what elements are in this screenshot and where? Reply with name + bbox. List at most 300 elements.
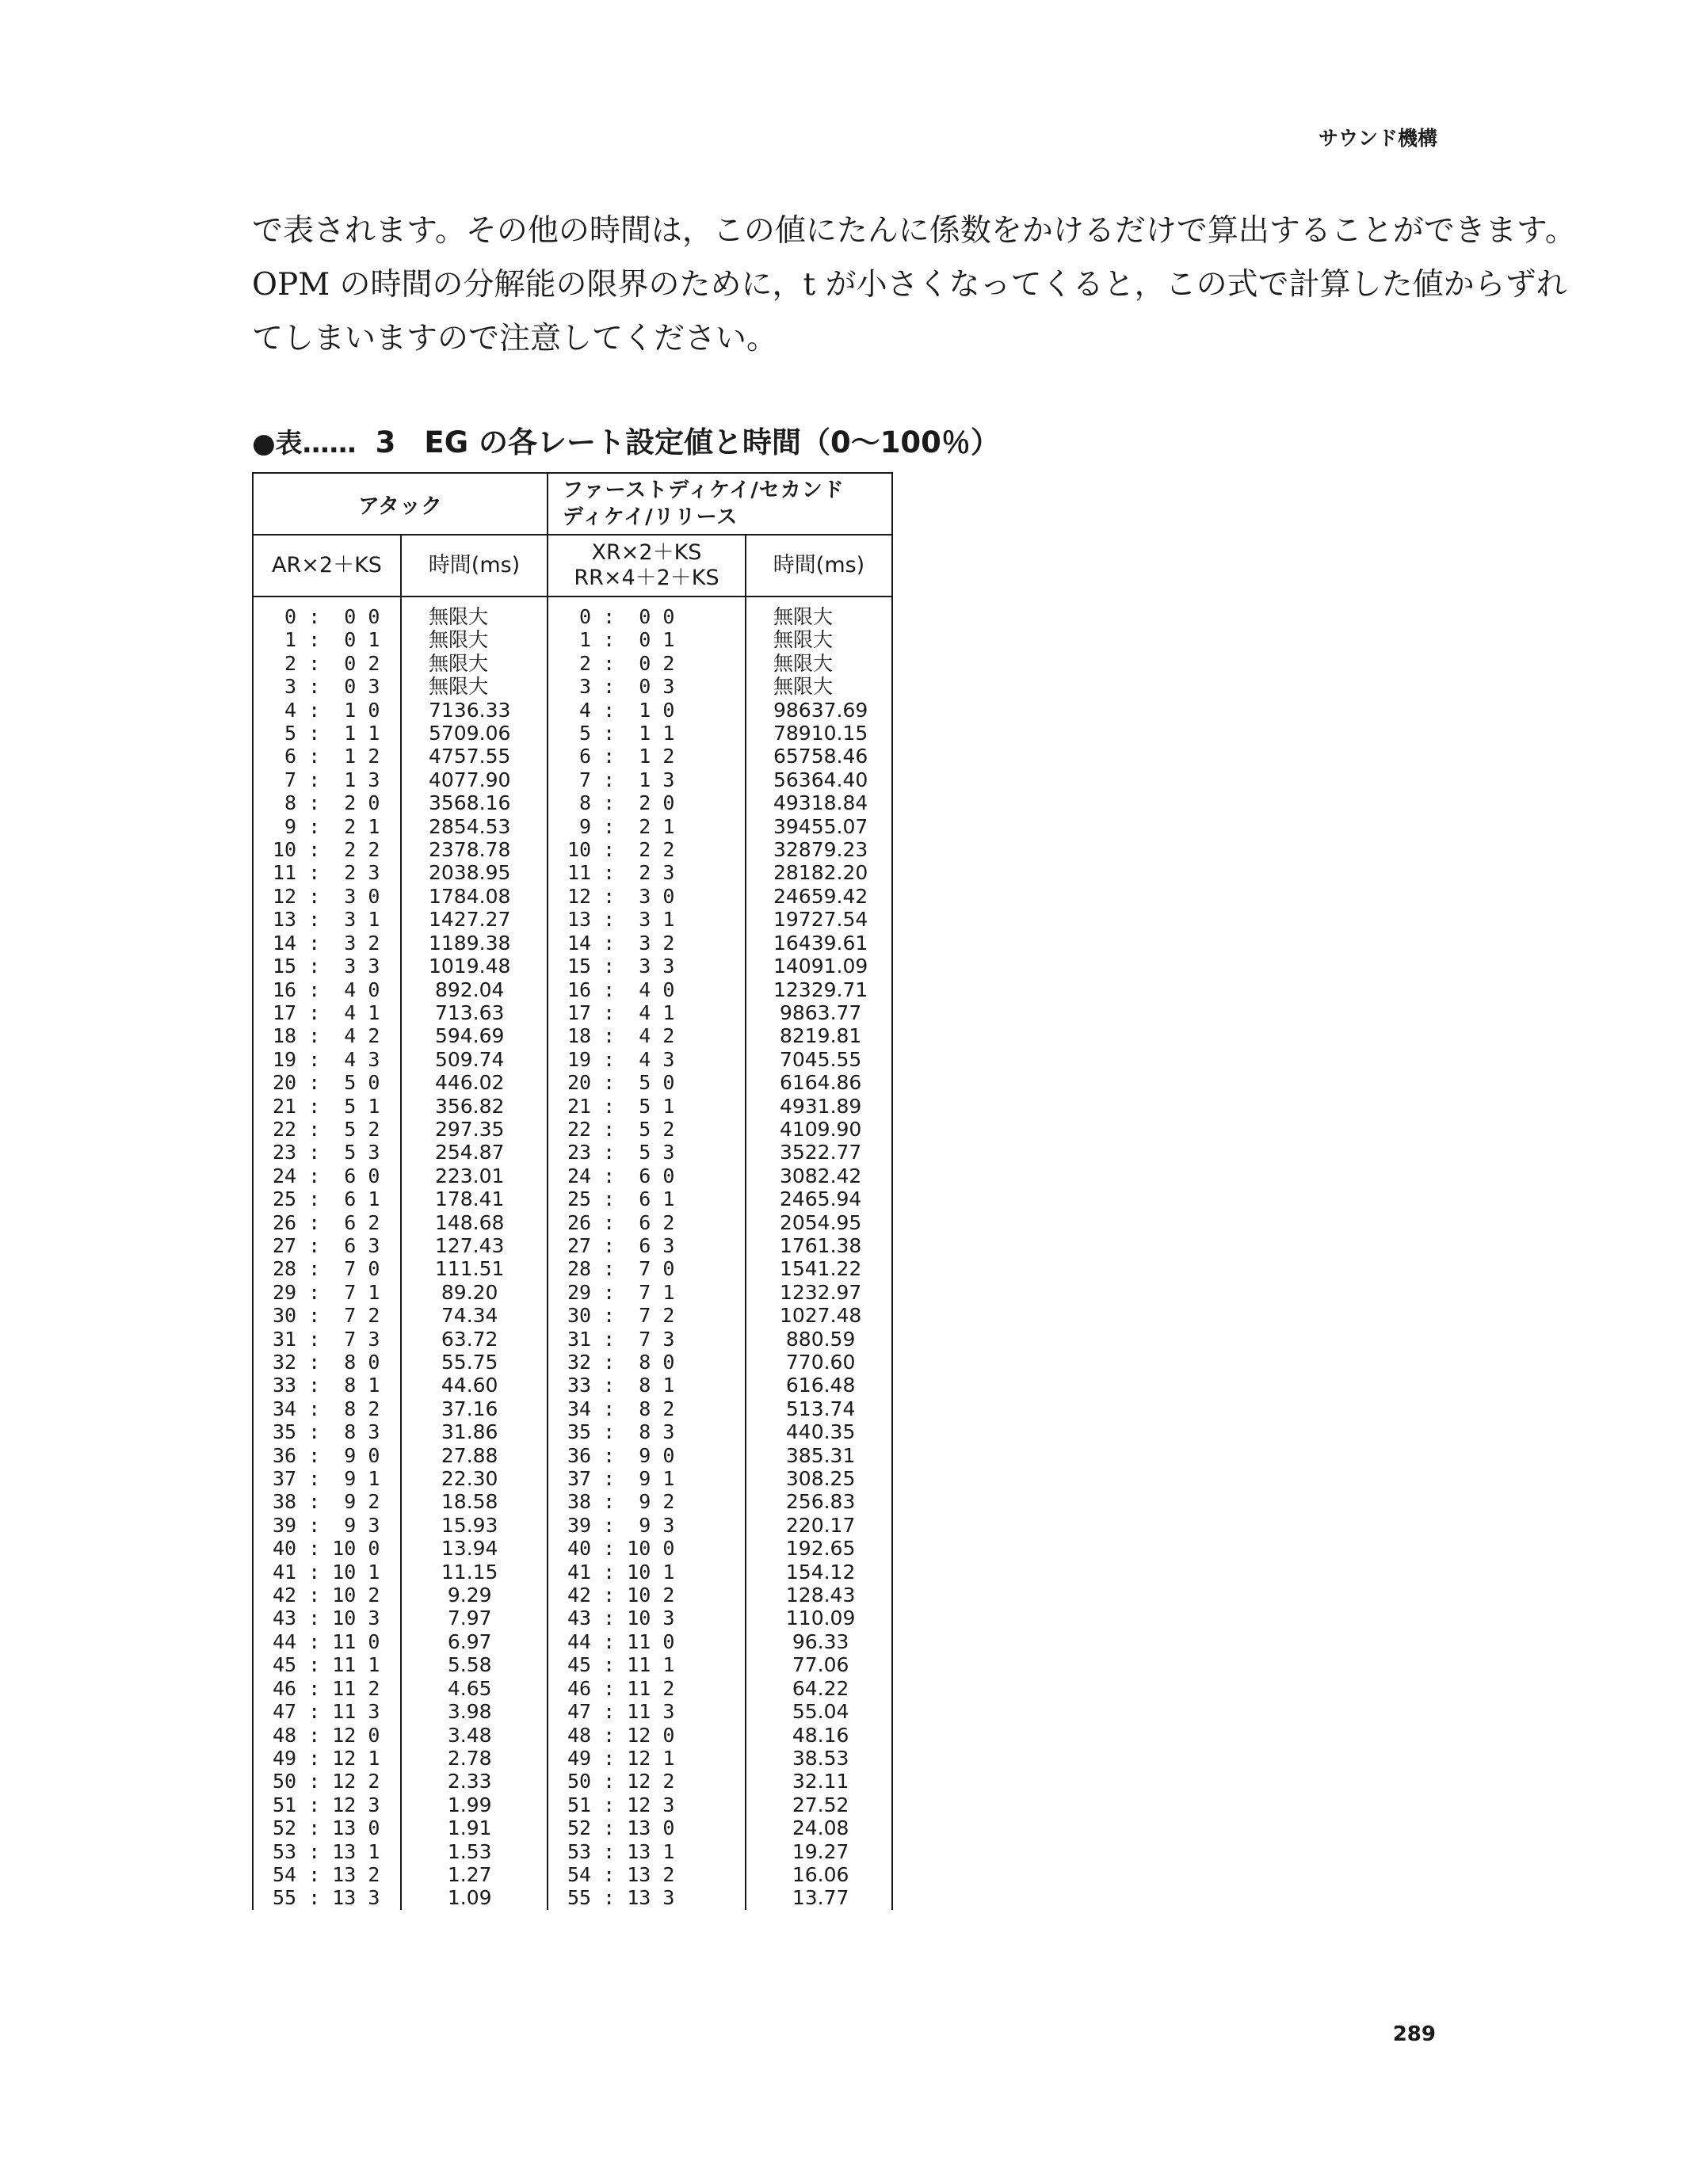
decay-time-cell: 9863.77 xyxy=(746,1001,892,1024)
attack-code-cell: 33 : 8 1 xyxy=(253,1374,401,1397)
decay-time-cell: 38.53 xyxy=(746,1747,892,1770)
decay-code-cell: 12 : 3 0 xyxy=(548,885,746,908)
attack-code-cell: 42 : 10 2 xyxy=(253,1584,401,1607)
decay-code-cell: 27 : 6 3 xyxy=(548,1234,746,1257)
decay-time-cell: 110.09 xyxy=(746,1607,892,1629)
decay-code-cell: 33 : 8 1 xyxy=(548,1374,746,1397)
attack-time-cell: 89.20 xyxy=(401,1281,548,1304)
decay-code-cell: 50 : 12 2 xyxy=(548,1770,746,1793)
caption-title: EG の各レート設定値と時間（0〜100％） xyxy=(424,425,1000,459)
attack-code-cell: 3 : 0 3 xyxy=(253,675,401,698)
attack-time-cell: 11.15 xyxy=(401,1561,548,1584)
decay-time-cell: 6164.86 xyxy=(746,1071,892,1094)
table-row xyxy=(253,722,892,745)
attack-time-cell: 63.72 xyxy=(401,1328,548,1351)
table-row xyxy=(253,1840,892,1863)
attack-time-cell: 297.35 xyxy=(401,1118,548,1141)
table-row xyxy=(253,675,892,698)
decay-code-cell: 21 : 5 1 xyxy=(548,1095,746,1118)
decay-time-cell: 770.60 xyxy=(746,1351,892,1374)
attack-code-cell: 31 : 7 3 xyxy=(253,1328,401,1351)
decay-code-cell: 35 : 8 3 xyxy=(548,1420,746,1443)
table-row xyxy=(253,1700,892,1723)
attack-code-cell: 44 : 11 0 xyxy=(253,1630,401,1653)
attack-time-cell: 4757.55 xyxy=(401,745,548,768)
decay-time-cell: 4109.90 xyxy=(746,1118,892,1141)
table-row xyxy=(253,1374,892,1397)
table-row xyxy=(253,1514,892,1537)
decay-code-cell: 19 : 4 3 xyxy=(548,1048,746,1071)
table-row xyxy=(253,1863,892,1886)
attack-time-cell: 4.65 xyxy=(401,1677,548,1700)
table-row xyxy=(253,1677,892,1700)
attack-code-cell: 28 : 7 0 xyxy=(253,1257,401,1280)
table-row xyxy=(253,1304,892,1327)
decay-time-cell: 2465.94 xyxy=(746,1187,892,1210)
attack-time-cell: 4077.90 xyxy=(401,768,548,791)
table-row xyxy=(253,1444,892,1467)
attack-time-cell: 無限大 xyxy=(401,628,548,651)
attack-code-header: AR×2＋KS xyxy=(253,535,401,597)
table-row xyxy=(253,1281,892,1304)
attack-code-cell: 1 : 0 1 xyxy=(253,628,401,651)
table-row xyxy=(253,1048,892,1071)
decay-time-cell: 308.25 xyxy=(746,1467,892,1490)
attack-time-cell: 無限大 xyxy=(401,597,548,628)
decay-time-cell: 385.31 xyxy=(746,1444,892,1467)
table-caption xyxy=(252,418,1000,461)
decay-code-cell: 5 : 1 1 xyxy=(548,722,746,745)
attack-code-cell: 48 : 12 0 xyxy=(253,1724,401,1747)
decay-time-cell: 14091.09 xyxy=(746,955,892,978)
attack-time-cell: 3.48 xyxy=(401,1724,548,1747)
running-header: サウンド機構 xyxy=(1318,127,1437,150)
decay-code-cell: 42 : 10 2 xyxy=(548,1584,746,1607)
attack-code-cell: 22 : 5 2 xyxy=(253,1118,401,1141)
attack-time-cell: 6.97 xyxy=(401,1630,548,1653)
decay-code-cell: 54 : 13 2 xyxy=(548,1863,746,1886)
table-row xyxy=(253,1584,892,1607)
decay-code-cell: 47 : 11 3 xyxy=(548,1700,746,1723)
decay-code-cell: 43 : 10 3 xyxy=(548,1607,746,1629)
decay-time-cell: 128.43 xyxy=(746,1584,892,1607)
decay-code-cell: 52 : 13 0 xyxy=(548,1816,746,1839)
decay-time-cell: 56364.40 xyxy=(746,768,892,791)
attack-time-cell: 9.29 xyxy=(401,1584,548,1607)
table-row xyxy=(253,1071,892,1094)
attack-time-cell: 22.30 xyxy=(401,1467,548,1490)
attack-time-cell: 27.88 xyxy=(401,1444,548,1467)
attack-code-cell: 23 : 5 3 xyxy=(253,1141,401,1164)
decay-code-cell: 14 : 3 2 xyxy=(548,932,746,955)
attack-code-cell: 8 : 2 0 xyxy=(253,791,401,814)
attack-code-cell: 4 : 1 0 xyxy=(253,699,401,722)
body-line: てしまいますので注意してください。 xyxy=(252,321,778,356)
attack-time-cell: 1.53 xyxy=(401,1840,548,1863)
table-row xyxy=(253,1187,892,1210)
body-line: OPM の時間の分解能の限界のために，t が小さくなってくると，この式で計算した値からずれ xyxy=(252,267,1567,303)
attack-code-cell: 51 : 12 3 xyxy=(253,1793,401,1816)
attack-time-cell: 2.78 xyxy=(401,1747,548,1770)
table-row xyxy=(253,885,892,908)
decay-code-cell: 15 : 3 3 xyxy=(548,955,746,978)
attack-time-cell: 1189.38 xyxy=(401,932,548,955)
decay-time-cell: 154.12 xyxy=(746,1561,892,1584)
attack-time-cell: 111.51 xyxy=(401,1257,548,1280)
decay-code-cell: 36 : 9 0 xyxy=(548,1444,746,1467)
decay-time-cell: 2054.95 xyxy=(746,1211,892,1234)
table-row xyxy=(253,1561,892,1584)
attack-code-cell: 49 : 12 1 xyxy=(253,1747,401,1770)
decay-time-cell: 96.33 xyxy=(746,1630,892,1653)
decay-code-cell: 7 : 1 3 xyxy=(548,768,746,791)
decay-time-header: 時間(ms) xyxy=(746,535,892,597)
decay-code-cell: 11 : 2 3 xyxy=(548,861,746,884)
attack-code-cell: 50 : 12 2 xyxy=(253,1770,401,1793)
table-row xyxy=(253,1490,892,1513)
attack-code-cell: 10 : 2 2 xyxy=(253,838,401,861)
table-row xyxy=(253,861,892,884)
attack-code-cell: 27 : 6 3 xyxy=(253,1234,401,1257)
attack-code-cell: 19 : 4 3 xyxy=(253,1048,401,1071)
decay-time-cell: 39455.07 xyxy=(746,815,892,838)
table-row xyxy=(253,838,892,861)
attack-time-cell: 1427.27 xyxy=(401,908,548,931)
table-row xyxy=(253,1653,892,1676)
attack-time-cell: 356.82 xyxy=(401,1095,548,1118)
table-row xyxy=(253,1607,892,1629)
attack-code-cell: 37 : 9 1 xyxy=(253,1467,401,1490)
attack-code-cell: 14 : 3 2 xyxy=(253,932,401,955)
decay-code-cell: 17 : 4 1 xyxy=(548,1001,746,1024)
decay-time-cell: 55.04 xyxy=(746,1700,892,1723)
decay-code-cell: 39 : 9 3 xyxy=(548,1514,746,1537)
attack-code-cell: 0 : 0 0 xyxy=(253,597,401,628)
attack-code-cell: 46 : 11 2 xyxy=(253,1677,401,1700)
attack-time-cell: 7.97 xyxy=(401,1607,548,1629)
attack-time-cell: 1.99 xyxy=(401,1793,548,1816)
attack-code-cell: 54 : 13 2 xyxy=(253,1863,401,1886)
attack-time-cell: 55.75 xyxy=(401,1351,548,1374)
attack-time-cell: 3.98 xyxy=(401,1700,548,1723)
attack-code-cell: 41 : 10 1 xyxy=(253,1561,401,1584)
attack-time-cell: 44.60 xyxy=(401,1374,548,1397)
decay-code-cell: 1 : 0 1 xyxy=(548,628,746,651)
attack-time-cell: 2.33 xyxy=(401,1770,548,1793)
attack-time-cell: 18.58 xyxy=(401,1490,548,1513)
attack-code-cell: 55 : 13 3 xyxy=(253,1886,401,1909)
decay-code-cell: 6 : 1 2 xyxy=(548,745,746,768)
decay-time-cell: 220.17 xyxy=(746,1514,892,1537)
decay-code-cell: 41 : 10 1 xyxy=(548,1561,746,1584)
attack-time-cell: 1.27 xyxy=(401,1863,548,1886)
decay-time-cell: 27.52 xyxy=(746,1793,892,1816)
decay-code-cell: 44 : 11 0 xyxy=(548,1630,746,1653)
table-row xyxy=(253,628,892,651)
attack-code-cell: 32 : 8 0 xyxy=(253,1351,401,1374)
attack-time-cell: 148.68 xyxy=(401,1211,548,1234)
table-row xyxy=(253,978,892,1001)
decay-time-cell: 1232.97 xyxy=(746,1281,892,1304)
attack-code-cell: 36 : 9 0 xyxy=(253,1444,401,1467)
attack-time-cell: 509.74 xyxy=(401,1048,548,1071)
decay-code-cell: 53 : 13 1 xyxy=(548,1840,746,1863)
attack-time-cell: 2854.53 xyxy=(401,815,548,838)
table-row xyxy=(253,1886,892,1909)
caption-bullet: ●表…… xyxy=(252,428,357,459)
decay-code-cell: 0 : 0 0 xyxy=(548,597,746,628)
decay-code-cell: 16 : 4 0 xyxy=(548,978,746,1001)
decay-code-cell: 9 : 2 1 xyxy=(548,815,746,838)
table-row xyxy=(253,815,892,838)
decay-time-cell: 13.77 xyxy=(746,1886,892,1909)
attack-time-cell: 1.91 xyxy=(401,1816,548,1839)
attack-code-cell: 5 : 1 1 xyxy=(253,722,401,745)
attack-time-cell: 7136.33 xyxy=(401,699,548,722)
table-row xyxy=(253,1537,892,1560)
decay-time-cell: 440.35 xyxy=(746,1420,892,1443)
attack-code-cell: 2 : 0 2 xyxy=(253,652,401,675)
decay-code-cell: 45 : 11 1 xyxy=(548,1653,746,1676)
attack-code-cell: 25 : 6 1 xyxy=(253,1187,401,1210)
decay-time-cell: 880.59 xyxy=(746,1328,892,1351)
decay-code-cell: 37 : 9 1 xyxy=(548,1467,746,1490)
attack-code-cell: 40 : 10 0 xyxy=(253,1537,401,1560)
table-row xyxy=(253,1001,892,1024)
table-row xyxy=(253,699,892,722)
attack-code-cell: 34 : 8 2 xyxy=(253,1397,401,1420)
attack-time-cell: 5.58 xyxy=(401,1653,548,1676)
decay-code-cell: 2 : 0 2 xyxy=(548,652,746,675)
table-row xyxy=(253,597,892,628)
decay-code-header-line: XR×2＋KS xyxy=(591,540,702,565)
body-line: で表されます。その他の時間は，この値にたんに係数をかけるだけで算出することができます。 xyxy=(252,213,1576,249)
table-row xyxy=(253,1234,892,1257)
decay-time-cell: 12329.71 xyxy=(746,978,892,1001)
decay-time-cell: 3082.42 xyxy=(746,1164,892,1187)
decay-time-cell: 256.83 xyxy=(746,1490,892,1513)
table-row xyxy=(253,1420,892,1443)
decay-code-header xyxy=(548,535,746,597)
decay-group-header xyxy=(548,473,892,535)
table-row xyxy=(253,1397,892,1420)
decay-time-cell: 無限大 xyxy=(746,628,892,651)
decay-code-cell: 20 : 5 0 xyxy=(548,1071,746,1094)
decay-group-header-line: ディケイ/リリース xyxy=(563,505,738,529)
decay-time-cell: 616.48 xyxy=(746,1374,892,1397)
decay-code-cell: 32 : 8 0 xyxy=(548,1351,746,1374)
decay-time-cell: 65758.46 xyxy=(746,745,892,768)
decay-time-cell: 78910.15 xyxy=(746,722,892,745)
decay-code-cell: 22 : 5 2 xyxy=(548,1118,746,1141)
table-row xyxy=(253,745,892,768)
table-row xyxy=(253,955,892,978)
attack-code-cell: 35 : 8 3 xyxy=(253,1420,401,1443)
attack-time-cell: 5709.06 xyxy=(401,722,548,745)
attack-code-cell: 45 : 11 1 xyxy=(253,1653,401,1676)
table-row xyxy=(253,1257,892,1280)
decay-code-cell: 3 : 0 3 xyxy=(548,675,746,698)
decay-time-cell: 19727.54 xyxy=(746,908,892,931)
attack-time-cell: 1.09 xyxy=(401,1886,548,1909)
eg-rate-table xyxy=(252,472,893,1910)
decay-code-cell: 29 : 7 1 xyxy=(548,1281,746,1304)
decay-code-cell: 34 : 8 2 xyxy=(548,1397,746,1420)
decay-time-cell: 1761.38 xyxy=(746,1234,892,1257)
attack-code-cell: 20 : 5 0 xyxy=(253,1071,401,1094)
attack-code-cell: 17 : 4 1 xyxy=(253,1001,401,1024)
attack-code-cell: 21 : 5 1 xyxy=(253,1095,401,1118)
table-row xyxy=(253,1024,892,1047)
decay-time-cell: 49318.84 xyxy=(746,791,892,814)
decay-code-cell: 13 : 3 1 xyxy=(548,908,746,931)
table-row xyxy=(253,908,892,931)
attack-time-cell: 254.87 xyxy=(401,1141,548,1164)
decay-time-cell: 無限大 xyxy=(746,597,892,628)
attack-time-header: 時間(ms) xyxy=(401,535,548,597)
attack-code-cell: 15 : 3 3 xyxy=(253,955,401,978)
decay-time-cell: 64.22 xyxy=(746,1677,892,1700)
table-row xyxy=(253,1770,892,1793)
body-paragraph xyxy=(252,204,1576,366)
table-row xyxy=(253,1747,892,1770)
decay-code-cell: 8 : 2 0 xyxy=(548,791,746,814)
attack-code-cell: 6 : 1 2 xyxy=(253,745,401,768)
table-row xyxy=(253,768,892,791)
table-row xyxy=(253,791,892,814)
attack-code-cell: 43 : 10 3 xyxy=(253,1607,401,1629)
attack-time-cell: 15.93 xyxy=(401,1514,548,1537)
attack-code-cell: 52 : 13 0 xyxy=(253,1816,401,1839)
attack-time-cell: 1784.08 xyxy=(401,885,548,908)
decay-code-cell: 49 : 12 1 xyxy=(548,1747,746,1770)
decay-code-cell: 18 : 4 2 xyxy=(548,1024,746,1047)
attack-code-cell: 16 : 4 0 xyxy=(253,978,401,1001)
attack-code-cell: 13 : 3 1 xyxy=(253,908,401,931)
decay-time-cell: 16.06 xyxy=(746,1863,892,1886)
attack-time-cell: 31.86 xyxy=(401,1420,548,1443)
table-row xyxy=(253,932,892,955)
attack-group-header: アタック xyxy=(253,473,548,535)
decay-time-cell: 1027.48 xyxy=(746,1304,892,1327)
decay-code-cell: 25 : 6 1 xyxy=(548,1187,746,1210)
attack-time-cell: 74.34 xyxy=(401,1304,548,1327)
decay-code-header-line: RR×4＋2＋KS xyxy=(574,566,719,590)
attack-time-cell: 2378.78 xyxy=(401,838,548,861)
attack-code-cell: 29 : 7 1 xyxy=(253,1281,401,1304)
attack-time-cell: 446.02 xyxy=(401,1071,548,1094)
decay-code-cell: 46 : 11 2 xyxy=(548,1677,746,1700)
attack-time-cell: 3568.16 xyxy=(401,791,548,814)
decay-code-cell: 40 : 10 0 xyxy=(548,1537,746,1560)
table-row xyxy=(253,1724,892,1747)
decay-code-cell: 4 : 1 0 xyxy=(548,699,746,722)
decay-group-header-line: ファーストディケイ/セカンド xyxy=(563,478,845,502)
attack-code-cell: 7 : 1 3 xyxy=(253,768,401,791)
decay-time-cell: 513.74 xyxy=(746,1397,892,1420)
decay-time-cell: 8219.81 xyxy=(746,1024,892,1047)
decay-code-cell: 31 : 7 3 xyxy=(548,1328,746,1351)
attack-code-cell: 9 : 2 1 xyxy=(253,815,401,838)
decay-time-cell: 無限大 xyxy=(746,675,892,698)
table-row xyxy=(253,1095,892,1118)
attack-time-cell: 178.41 xyxy=(401,1187,548,1210)
attack-time-cell: 713.63 xyxy=(401,1001,548,1024)
attack-time-cell: 無限大 xyxy=(401,675,548,698)
decay-code-cell: 55 : 13 3 xyxy=(548,1886,746,1909)
decay-time-cell: 無限大 xyxy=(746,652,892,675)
attack-time-cell: 127.43 xyxy=(401,1234,548,1257)
decay-time-cell: 3522.77 xyxy=(746,1141,892,1164)
decay-code-cell: 28 : 7 0 xyxy=(548,1257,746,1280)
decay-time-cell: 98637.69 xyxy=(746,699,892,722)
table-row xyxy=(253,1328,892,1351)
table-row xyxy=(253,1816,892,1839)
decay-code-cell: 38 : 9 2 xyxy=(548,1490,746,1513)
decay-code-cell: 30 : 7 2 xyxy=(548,1304,746,1327)
attack-code-cell: 47 : 11 3 xyxy=(253,1700,401,1723)
decay-code-cell: 51 : 12 3 xyxy=(548,1793,746,1816)
attack-time-cell: 2038.95 xyxy=(401,861,548,884)
attack-code-cell: 53 : 13 1 xyxy=(253,1840,401,1863)
decay-time-cell: 48.16 xyxy=(746,1724,892,1747)
table-body xyxy=(253,597,892,1910)
attack-code-cell: 11 : 2 3 xyxy=(253,861,401,884)
decay-time-cell: 4931.89 xyxy=(746,1095,892,1118)
table-row xyxy=(253,1793,892,1816)
decay-time-cell: 24659.42 xyxy=(746,885,892,908)
decay-time-cell: 1541.22 xyxy=(746,1257,892,1280)
attack-code-cell: 18 : 4 2 xyxy=(253,1024,401,1047)
table-row xyxy=(253,1467,892,1490)
attack-time-cell: 13.94 xyxy=(401,1537,548,1560)
table-row xyxy=(253,652,892,675)
table-row xyxy=(253,1211,892,1234)
decay-time-cell: 19.27 xyxy=(746,1840,892,1863)
decay-time-cell: 16439.61 xyxy=(746,932,892,955)
attack-time-cell: 892.04 xyxy=(401,978,548,1001)
decay-time-cell: 32.11 xyxy=(746,1770,892,1793)
page-number: 289 xyxy=(1392,2022,1436,2046)
table-row xyxy=(253,1141,892,1164)
decay-code-cell: 48 : 12 0 xyxy=(548,1724,746,1747)
decay-time-cell: 77.06 xyxy=(746,1653,892,1676)
decay-code-cell: 10 : 2 2 xyxy=(548,838,746,861)
decay-time-cell: 192.65 xyxy=(746,1537,892,1560)
attack-code-cell: 30 : 7 2 xyxy=(253,1304,401,1327)
decay-time-cell: 24.08 xyxy=(746,1816,892,1839)
attack-code-cell: 26 : 6 2 xyxy=(253,1211,401,1234)
table-row xyxy=(253,1351,892,1374)
decay-code-cell: 26 : 6 2 xyxy=(548,1211,746,1234)
decay-time-cell: 28182.20 xyxy=(746,861,892,884)
decay-time-cell: 7045.55 xyxy=(746,1048,892,1071)
attack-code-cell: 38 : 9 2 xyxy=(253,1490,401,1513)
table-row xyxy=(253,1164,892,1187)
attack-code-cell: 12 : 3 0 xyxy=(253,885,401,908)
decay-code-cell: 24 : 6 0 xyxy=(548,1164,746,1187)
attack-code-cell: 39 : 9 3 xyxy=(253,1514,401,1537)
attack-time-cell: 1019.48 xyxy=(401,955,548,978)
table-row xyxy=(253,1630,892,1653)
attack-time-cell: 37.16 xyxy=(401,1397,548,1420)
attack-time-cell: 594.69 xyxy=(401,1024,548,1047)
attack-time-cell: 223.01 xyxy=(401,1164,548,1187)
decay-time-cell: 32879.23 xyxy=(746,838,892,861)
attack-time-cell: 無限大 xyxy=(401,652,548,675)
table-row xyxy=(253,1118,892,1141)
decay-code-cell: 23 : 5 3 xyxy=(548,1141,746,1164)
